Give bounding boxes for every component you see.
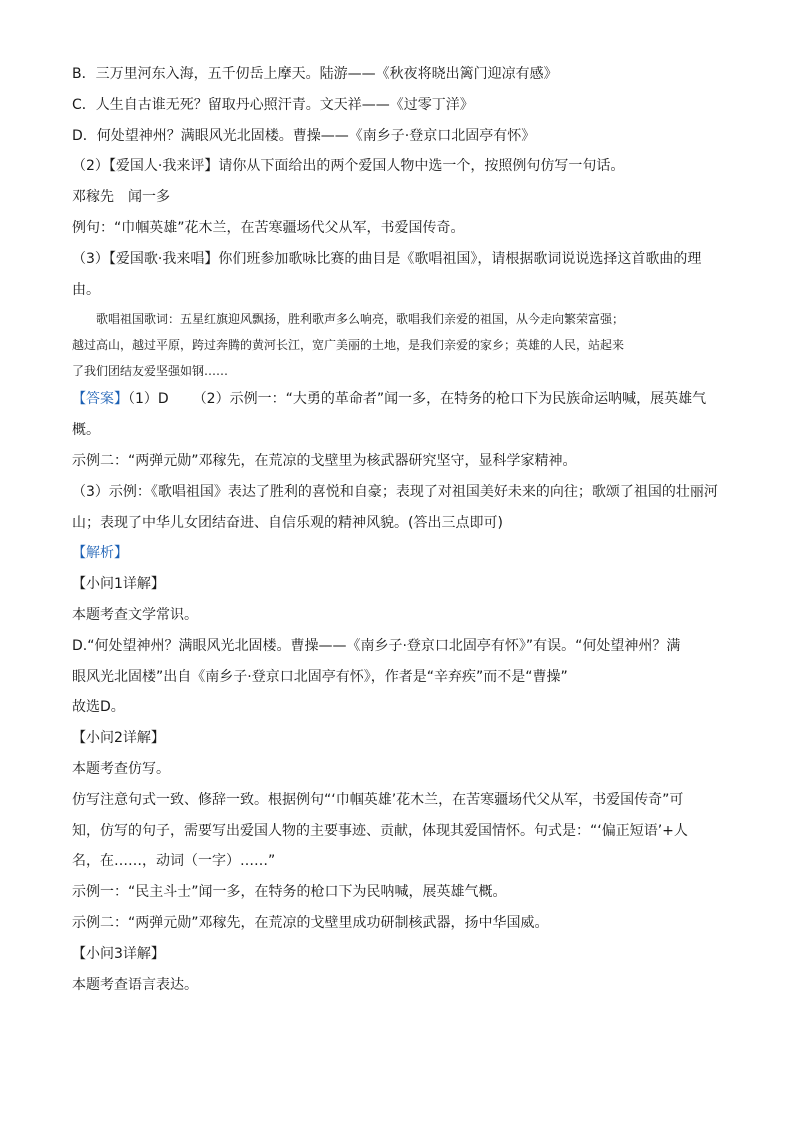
q2-example: 例句：“巾帼英雄”花木兰，在苦寒疆场代父从军，书爱国传奇。 — [72, 219, 465, 236]
s3-line1: 本题考查语言表达。 — [72, 976, 198, 993]
q2-people: 邓稼先 闻一多 — [72, 189, 170, 206]
document-page — [72, 64, 732, 1005]
lyrics-line: 越过高山，越过平原，跨过奔腾的黄河长江，宽广美丽的土地，是我们亲爱的家乡；英雄的人民，站起来 — [72, 338, 625, 353]
lyrics-line: 歌唱祖国歌词：五星红旗迎风飘扬，胜利歌声多么响亮，歌唱我们亲爱的祖国，从今走向繁荣富强； — [96, 312, 625, 327]
lyrics-block — [72, 310, 732, 381]
answer-part3-line1: （3）示例：《歌唱祖国》表达了胜利的喜悦和自豪；表现了对祖国美好未来的向往；歌颂了祖国的壮丽河 — [72, 483, 718, 500]
answer-part3-line2: 山；表现了中华儿女团结奋进、自信乐观的精神风貌。(答出三点即可) — [72, 514, 503, 531]
s2-line2: 仿写注意句式一致、修辞一致。根据例句“‘巾帼英雄’花木兰，在苦寒疆场代父从军，书爱国传奇”可 — [72, 791, 684, 808]
s2-line5: 示例一：“民主斗士”闻一多，在特务的枪口下为民呐喊，展英雄气概。 — [72, 884, 507, 901]
s1-line2: D.“何处望神州？满眼风光北固楼。曹操——《南乡子·登京口北固亭有怀》”有误。“何处望神州？满 — [72, 637, 681, 654]
q2-prompt: （2）【爱国人·我来评】请你从下面给出的两个爱国人物中选一个，按照例句仿写一句话。 — [72, 158, 625, 175]
lyrics-line: 了我们团结友爱坚强如钢…… — [72, 364, 229, 379]
subquestion1-title: 【小问1详解】 — [72, 576, 165, 593]
s1-line1: 本题考查文学常识。 — [72, 606, 198, 623]
answer-label: 【答案】 — [72, 391, 128, 408]
s2-line3: 知，仿写的句子，需要写出爱国人物的主要事迹、贡献，体现其爱国情怀。句式是：“‘偏正短语’+人 — [72, 822, 688, 839]
analysis-label: 【解析】 — [72, 545, 128, 562]
s2-line1: 本题考查仿写。 — [72, 760, 170, 777]
s2-line6: 示例二：“两弹元勋”邓稼先，在荒凉的戈壁里成功研制核武器，扬中华国威。 — [72, 914, 549, 931]
s2-line4: 名，在……，动词（一字）……” — [72, 853, 276, 870]
option-d: D．何处望神州？满眼风光北固楼。曹操——《南乡子·登京口北固亭有怀》 — [72, 127, 536, 144]
s1-line4: 故选D。 — [72, 699, 125, 716]
option-b: B．三万里河东入海，五千仞岳上摩天。陆游——《秋夜将晓出篱门迎凉有感》 — [72, 66, 558, 82]
subquestion3-title: 【小问3详解】 — [72, 945, 165, 962]
answer-part1: （1）D — [128, 391, 169, 408]
subquestion2-title: 【小问2详解】 — [72, 730, 165, 747]
answer-example2: 示例二：“两弹元勋”邓稼先，在荒凉的戈壁里为核武器研究坚守，显科学家精神。 — [72, 452, 577, 469]
option-c: C．人生自古谁无死？留取丹心照汗青。文天祥——《过零丁洋》 — [72, 96, 474, 113]
q3-prompt-line1: （3）【爱国歌·我来唱】你们班参加歌咏比赛的曲目是《歌唱祖国》，请根据歌词说说选择这首歌曲的理 — [72, 250, 702, 267]
answer-line1 — [72, 389, 732, 409]
answer-part2-line2: 概。 — [72, 422, 100, 439]
answer-part2-line1: （2）示例一：“大勇的革命者”闻一多，在特务的枪口下为民族命运呐喊，展英雄气 — [192, 391, 707, 408]
q3-prompt-line2: 由。 — [72, 281, 100, 298]
s1-line3: 眼风光北固楼”出自《南乡子·登京口北固亭有怀》，作者是“辛弃疾”而不是“曹操” — [72, 668, 568, 685]
